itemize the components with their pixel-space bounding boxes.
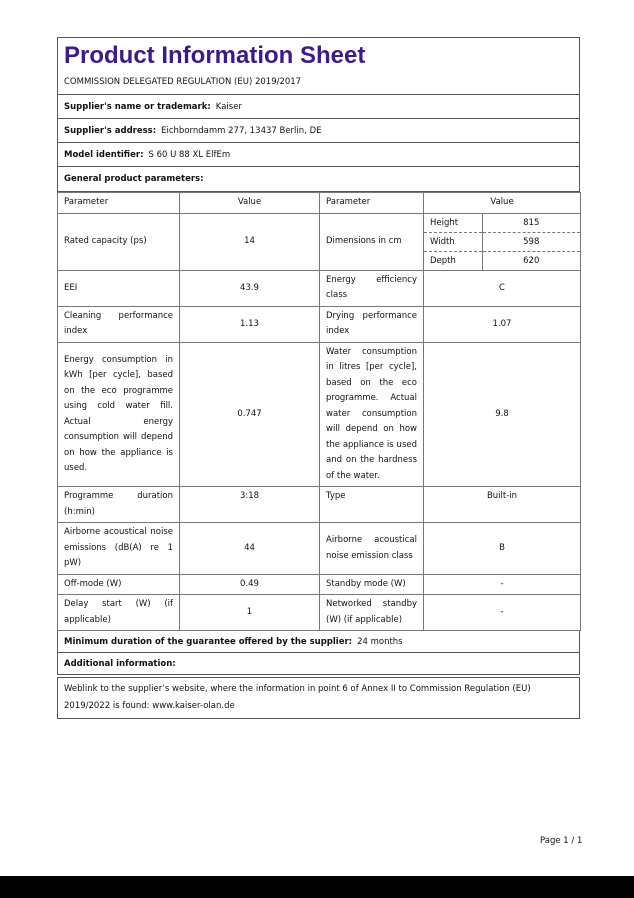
header-value: Value [180,193,320,214]
standby-label: Standby mode (W) [320,574,424,595]
depth-value: 620 [523,255,540,266]
type-value: Built-in [424,487,581,523]
header-parameter: Parameter [58,193,180,214]
model-row [57,143,580,167]
delay-start-label: Delay start (W) (if applicable) [58,595,180,631]
depth-label: Depth [424,251,482,270]
eei-label: EEI [58,270,180,306]
off-mode-label: Off-mode (W) [58,574,180,595]
rated-capacity-label: Rated capacity (ps) [58,213,180,270]
programme-duration-value: 3:18 [180,487,320,523]
programme-duration-label: Programme duration (h:min) [58,487,180,523]
height-label: Height [424,214,482,233]
networked-standby-value: - [424,595,581,631]
noise-label: Airborne acoustical noise emissions (dB(A) re 1 pW) [58,523,180,575]
eei-value: 43.9 [180,270,320,306]
guarantee-value: 24 months [357,636,403,647]
off-mode-value: 0.49 [180,574,320,595]
header-parameter-2: Parameter [320,193,424,214]
address-label: Supplier's address: [64,125,157,136]
title-block [57,37,580,95]
model-label: Model identifier: [64,149,144,160]
table-header-row [58,193,581,214]
general-parameters-heading: General product parameters: [57,167,580,192]
page-title: Product Information Sheet [64,42,366,69]
height-value: 815 [482,214,580,233]
bottom-bar [0,876,634,898]
delay-start-value: 1 [180,595,320,631]
address-value: Eichborndamm 277, 13437 Berlin, DE [161,125,322,136]
water-consumption-value: 9.8 [424,342,581,487]
cleaning-value: 1.13 [180,306,320,342]
networked-standby-label: Networked standby (W) (if applicable) [320,595,424,631]
table-row [58,595,581,631]
width-value: 598 [482,232,580,251]
drying-value: 1.07 [424,306,581,342]
noise-class-label: Airborne acoustical noise emission class [320,523,424,575]
rated-capacity-value: 14 [180,213,320,270]
address-row [57,119,580,143]
dimensions-label: Dimensions in cm [320,213,424,270]
energy-class-label: Energy efficiency class [320,270,424,306]
table-row [58,523,581,575]
width-label: Width [424,232,482,251]
regulation-reference: COMMISSION DELEGATED REGULATION (EU) 2019/2017 [64,77,302,87]
noise-class-value: B [424,523,581,575]
noise-value: 44 [180,523,320,575]
table-row [58,574,581,595]
additional-information-heading: Additional information: [57,653,580,675]
supplier-value: Kaiser [215,101,242,112]
energy-consumption-value: 0.747 [180,342,320,487]
drying-label: Drying performance index [320,306,424,342]
supplier-label: Supplier's name or trademark: [64,101,211,112]
water-consumption-label: Water consumption in litres [per cycle], based on the eco programme. Actual water consumption will depend on how the appliance is used and on the hardness of the water. [320,342,424,487]
model-value: S 60 U 88 XL ElfEm [148,149,231,160]
table-row [58,487,581,523]
parameters-table [57,192,581,631]
energy-consumption-label: Energy consumption in kWh [per cycle], based on the eco programme using cold water fill. Actual energy consumption will depend on how the appliance is used. [58,342,180,487]
table-row [58,342,581,487]
dimensions-values [424,213,581,270]
product-information-sheet [57,37,580,719]
guarantee-label: Minimum duration of the guarantee offered by the supplier: [64,636,353,647]
supplier-row [57,95,580,119]
energy-class-value: C [424,270,581,306]
table-row [58,270,581,306]
weblink-text: Weblink to the supplier’s website, where the information in point 6 of Annex II to Commission Regulation (EU) 2019/2022 is found: www.kaiser-olan.de [57,677,580,719]
header-value-2: Value [424,193,581,214]
table-row [58,213,581,270]
type-label: Type [320,487,424,523]
guarantee-row [57,631,580,653]
table-row [58,306,581,342]
cleaning-label: Cleaning performance index [58,306,180,342]
page-number: Page 1 / 1 [540,836,583,846]
standby-value: - [424,574,581,595]
